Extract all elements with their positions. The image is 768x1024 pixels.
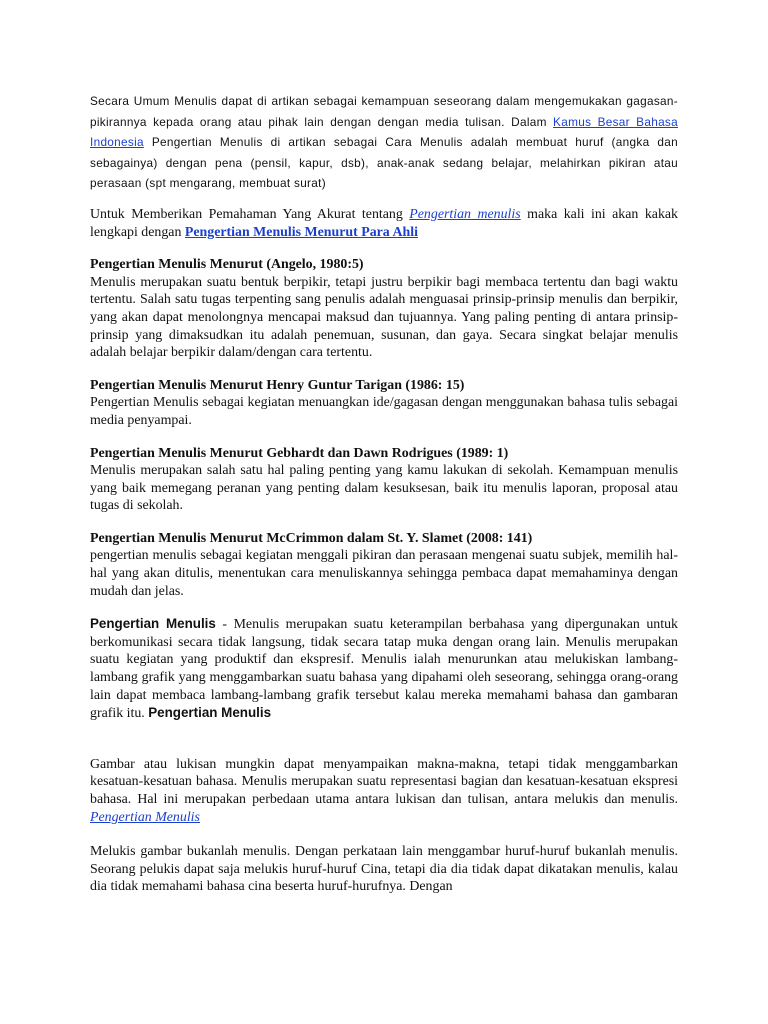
pengertian-menulis-link[interactable]: Pengertian menulis [409, 206, 521, 222]
section-mccrimmon [90, 530, 678, 600]
section-heading: Pengertian Menulis Menurut Henry Guntur Tarigan (1986: 15) [90, 377, 465, 393]
pengertian-menulis-link-2[interactable]: Pengertian Menulis [90, 809, 200, 825]
section-heading: Pengertian Menulis Menurut (Angelo, 1980:5) [90, 257, 364, 273]
definition-term: Pengertian Menulis [90, 616, 216, 632]
para-ahli-link[interactable]: Pengertian Menulis Menurut Para Ahli [184, 224, 418, 240]
lead-text-start: Untuk Memberikan Pemahaman Yang Akurat tentang [90, 206, 410, 222]
definition-trailing-term: Pengertian Menulis [148, 705, 272, 721]
section-tarigan [90, 377, 678, 430]
lead-text-middle: maka kali ini akan kakak lengkapi dengan [90, 206, 678, 240]
section-text: Menulis merupakan salah satu hal paling penting yang kamu lakukan di sekolah. Kemampuan menulis yang baik memegang peranan yang penting dalam kesuksesan, baik itu menulis laporan, proposal atau tugas di sekolah. [90, 463, 678, 514]
kbbi-link[interactable]: Kamus Besar Bahasa Indonesia [90, 114, 678, 150]
gambar-paragraph [90, 756, 678, 826]
gambar-text: Gambar atau lukisan mungkin dapat menyampaikan makna-makna, tetapi tidak menggambarkan kesatuan-kesatuan bahasa. Menulis merupakan suatu representasi bagian dan kesatuan-kesatuan ekspresi bahasa. Hal ini merupakan perbedaan utama antara lukisan dan tulisan, antara melukis dan menulis. [90, 756, 678, 807]
intro-text-start: Secara Umum Menulis dapat di artikan sebagai kemampuan seseorang dalam mengemukakan gagasan-pikirannya kepada orang atau pihak lain dengan dengan media tulisan. Dalam [90, 94, 678, 129]
section-text: Pengertian Menulis sebagai kegiatan menuangkan ide/gagasan dengan menggunakan bahasa tulis sebagai media penyampai. [90, 395, 678, 428]
section-heading: Pengertian Menulis Menurut McCrimmon dalam St. Y. Slamet (2008: 141) [90, 530, 533, 546]
definition-paragraph [90, 615, 678, 723]
section-heading: Pengertian Menulis Menurut Gebhardt dan Dawn Rodrigues (1989: 1) [90, 445, 509, 461]
section-text: Menulis merupakan suatu bentuk berpikir, tetapi justru berpikir bagi membaca tertentu dan bagi waktu tertentu. Salah satu tugas terpenting sang penulis adalah menguasai prinsip-prinsip menulis dan berpikir, yang akan dapat menolongnya mencapai maksud dan tujuannya. Yang paling penting di antara prinsip-prinsip yang dimaksudkan itu adalah penemuan, susunan, dan gaya. Secara singkat belajar menulis adalah belajar berpikir dalam/dengan cara tertentu. [90, 274, 678, 361]
intro-text-end: Pengertian Menulis di artikan sebagai Cara Menulis adalah membuat huruf (angka dan sebagainya) dengan pena (pensil, kapur, dsb), anak-anak sedang belajar, melahirkan pikiran atau perasaan (spt mengarang, membuat surat) [90, 135, 678, 191]
document-content [90, 91, 678, 896]
section-angelo [90, 256, 678, 362]
section-gebhardt [90, 445, 678, 515]
intro-paragraph [90, 91, 678, 194]
definition-text: - Menulis merupakan suatu keterampilan berbahasa yang dipergunakan untuk berkomunikasi secara tidak langsung, tidak secara tatap muka dengan orang lain. Menulis merupakan suatu kegiatan yang produktif dan ekspresif. Menulis ialah menurunkan atau melukiskan lambang-lambang grafik yang menggambarkan suatu bahasa yang dipahami oleh seseorang, sehingga orang-orang lain dapat membaca lambang-lambang grafik tersebut kalau mereka memahami bahasa dan gambaran grafik itu. [90, 617, 678, 722]
melukis-paragraph: Melukis gambar bukanlah menulis. Dengan perkataan lain menggambar huruf-huruf bukanlah menulis. Seorang pelukis dapat saja melukis huruf-huruf Cina, tetapi dia dia tidak dapat dikatakan menulis, kalau dia tidak memahami bahasa cina beserta huruf-hurufnya. Dengan [90, 844, 678, 895]
section-text: pengertian menulis sebagai kegiatan menggali pikiran dan perasaan mengenai suatu subjek, memilih hal-hal yang akan ditulis, menentukan cara menuliskannya sehingga pembaca dapat memahaminya dengan mudah dan jelas. [90, 548, 678, 599]
lead-paragraph [90, 206, 678, 241]
